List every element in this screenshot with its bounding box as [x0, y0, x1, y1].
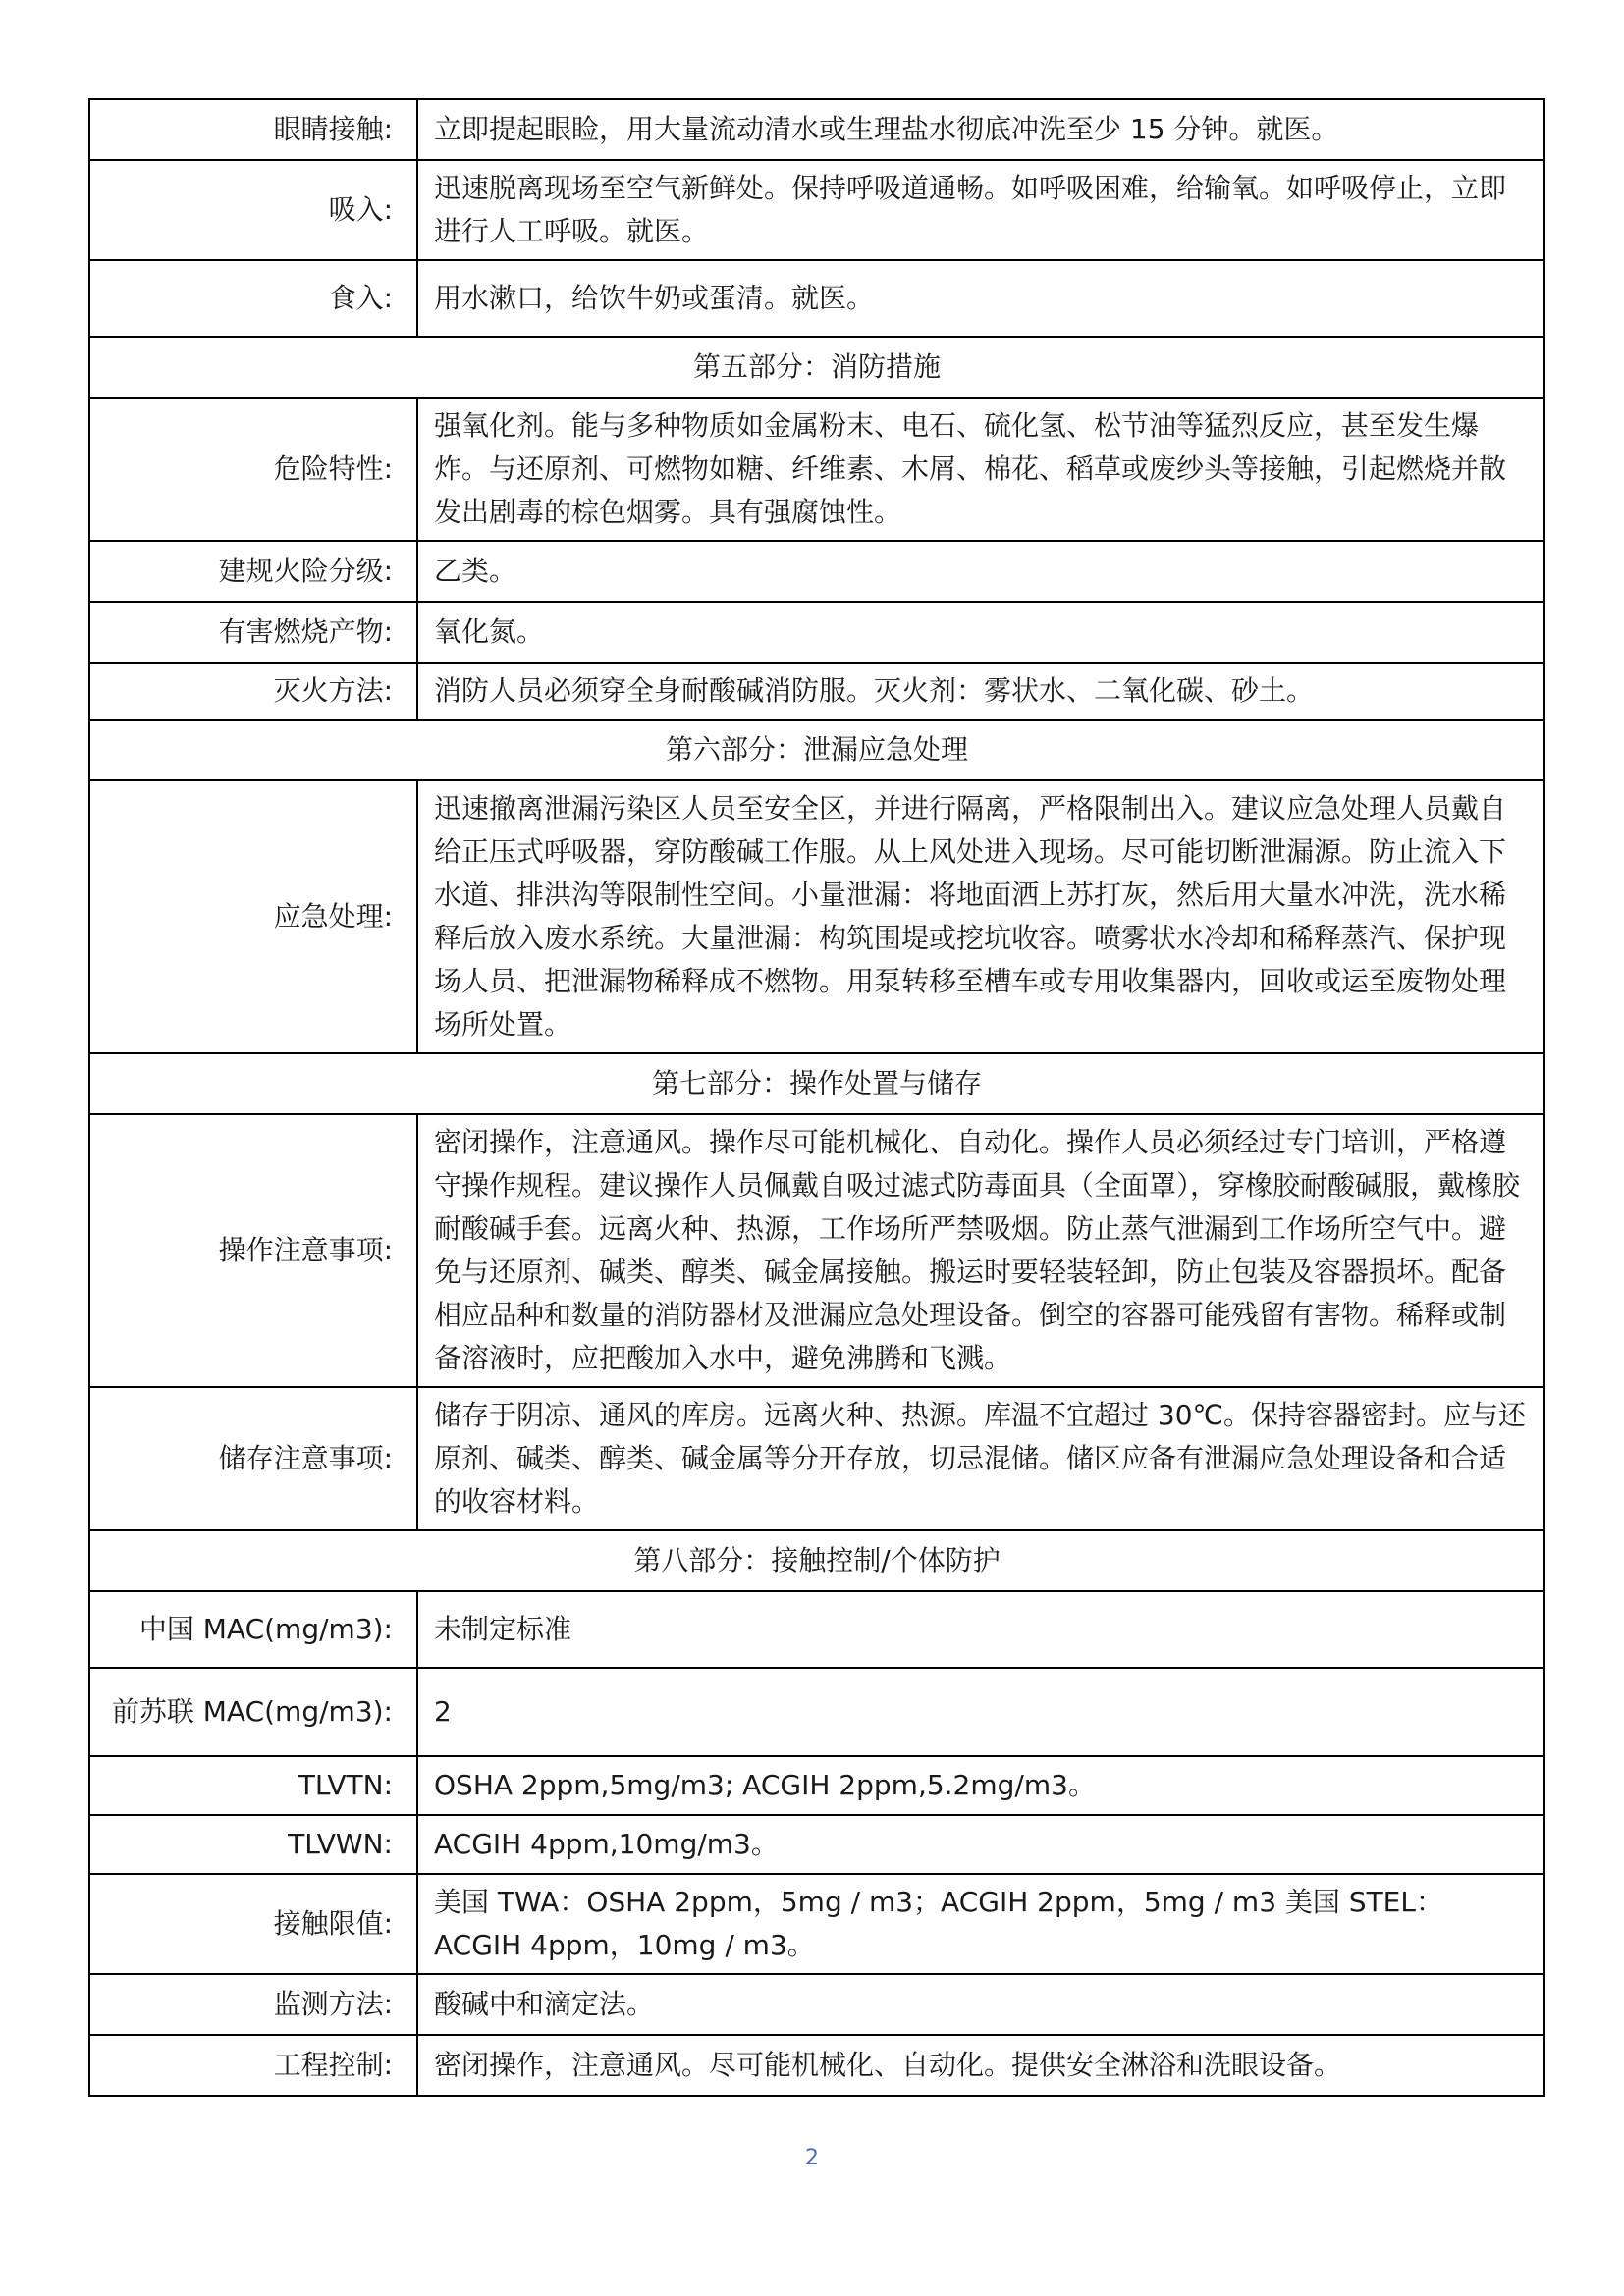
row-value: 乙类。 — [417, 541, 1544, 602]
section-title: 第七部分：操作处置与储存 — [89, 1053, 1544, 1114]
row-value: 用水漱口，给饮牛奶或蛋清。就医。 — [417, 260, 1544, 337]
row-label: 工程控制: — [89, 2035, 417, 2096]
row-label: 储存注意事项: — [89, 1387, 417, 1530]
row-value: 酸碱中和滴定法。 — [417, 1974, 1544, 2035]
row-value: 美国 TWA：OSHA 2ppm，5mg / m3；ACGIH 2ppm，5mg / m3 美国 STEL：ACGIH 4ppm，10mg / m3。 — [417, 1874, 1544, 1974]
section-header-row — [89, 720, 1544, 780]
row-value: 强氧化剂。能与多种物质如金属粉末、电石、硫化氢、松节油等猛烈反应，甚至发生爆炸。与还原剂、可燃物如糖、纤维素、木屑、棉花、稻草或废纱头等接触，引起燃烧并散发出剧毒的棕色烟雾。具有强腐蚀性。 — [417, 398, 1544, 541]
row-label: 中国 MAC(mg/m3): — [89, 1591, 417, 1668]
row-label: 食入: — [89, 260, 417, 337]
row-value: 储存于阴凉、通风的库房。远离火种、热源。库温不宜超过 30℃。保持容器密封。应与还原剂、碱类、醇类、碱金属等分开存放，切忌混储。储区应备有泄漏应急处理设备和合适的收容材料。 — [417, 1387, 1544, 1530]
row-value: 氧化氮。 — [417, 602, 1544, 663]
table-row — [89, 663, 1544, 720]
row-label: 危险特性: — [89, 398, 417, 541]
table-row — [89, 99, 1544, 160]
row-value: 立即提起眼睑，用大量流动清水或生理盐水彻底冲洗至少 15 分钟。就医。 — [417, 99, 1544, 160]
row-label: TLVTN: — [89, 1756, 417, 1815]
row-label: 灭火方法: — [89, 663, 417, 720]
row-value: OSHA 2ppm,5mg/m3; ACGIH 2ppm,5.2mg/m3。 — [417, 1756, 1544, 1815]
table-row — [89, 260, 1544, 337]
row-label: 操作注意事项: — [89, 1114, 417, 1387]
row-label: 眼睛接触: — [89, 99, 417, 160]
row-label: TLVWN: — [89, 1815, 417, 1874]
row-label: 接触限值: — [89, 1874, 417, 1974]
table-row — [89, 2035, 1544, 2096]
table-body — [89, 99, 1544, 2096]
table-row — [89, 1756, 1544, 1815]
table-row — [89, 780, 1544, 1053]
row-value: 密闭操作，注意通风。操作尽可能机械化、自动化。操作人员必须经过专门培训，严格遵守操作规程。建议操作人员佩戴自吸过滤式防毒面具（全面罩），穿橡胶耐酸碱服，戴橡胶耐酸碱手套。远离火种、热源，工作场所严禁吸烟。防止蒸气泄漏到工作场所空气中。避免与还原剂、碱类、醇类、碱金属接触。搬运时要轻装轻卸，防止包装及容器损坏。配备相应品种和数量的消防器材及泄漏应急处理设备。倒空的容器可能残留有害物。稀释或制备溶液时，应把酸加入水中，避免沸腾和飞溅。 — [417, 1114, 1544, 1387]
row-label: 建规火险分级: — [89, 541, 417, 602]
row-label: 应急处理: — [89, 780, 417, 1053]
table-row — [89, 1974, 1544, 2035]
section-header-row — [89, 337, 1544, 398]
row-label: 有害燃烧产物: — [89, 602, 417, 663]
table-row — [89, 398, 1544, 541]
table-row — [89, 541, 1544, 602]
row-value: 迅速撤离泄漏污染区人员至安全区，并进行隔离，严格限制出入。建议应急处理人员戴自给正压式呼吸器，穿防酸碱工作服。从上风处进入现场。尽可能切断泄漏源。防止流入下水道、排洪沟等限制性空间。小量泄漏：将地面洒上苏打灰，然后用大量水冲洗，洗水稀释后放入废水系统。大量泄漏：构筑围堤或挖坑收容。喷雾状水冷却和稀释蒸汽、保护现场人员、把泄漏物稀释成不燃物。用泵转移至槽车或专用收集器内，回收或运至废物处理场所处置。 — [417, 780, 1544, 1053]
row-label: 监测方法: — [89, 1974, 417, 2035]
table-row — [89, 602, 1544, 663]
row-value: ACGIH 4ppm,10mg/m3。 — [417, 1815, 1544, 1874]
section-title: 第八部分：接触控制/个体防护 — [89, 1530, 1544, 1591]
row-value: 2 — [417, 1668, 1544, 1756]
table-row — [89, 1387, 1544, 1530]
section-title: 第五部分：消防措施 — [89, 337, 1544, 398]
row-value: 迅速脱离现场至空气新鲜处。保持呼吸道通畅。如呼吸困难，给输氧。如呼吸停止，立即进行人工呼吸。就医。 — [417, 160, 1544, 260]
table-row — [89, 1591, 1544, 1668]
row-value: 未制定标准 — [417, 1591, 1544, 1668]
row-value: 消防人员必须穿全身耐酸碱消防服。灭火剂：雾状水、二氧化碳、砂土。 — [417, 663, 1544, 720]
row-label: 吸入: — [89, 160, 417, 260]
table-row — [89, 1668, 1544, 1756]
table-row — [89, 160, 1544, 260]
table-row — [89, 1815, 1544, 1874]
page-number: 2 — [805, 2146, 819, 2170]
row-label: 前苏联 MAC(mg/m3): — [89, 1668, 417, 1756]
section-header-row — [89, 1530, 1544, 1591]
section-title: 第六部分：泄漏应急处理 — [89, 720, 1544, 780]
section-header-row — [89, 1053, 1544, 1114]
row-value: 密闭操作，注意通风。尽可能机械化、自动化。提供安全淋浴和洗眼设备。 — [417, 2035, 1544, 2096]
table-row — [89, 1874, 1544, 1974]
table-row — [89, 1114, 1544, 1387]
safety-data-table — [88, 98, 1545, 2097]
